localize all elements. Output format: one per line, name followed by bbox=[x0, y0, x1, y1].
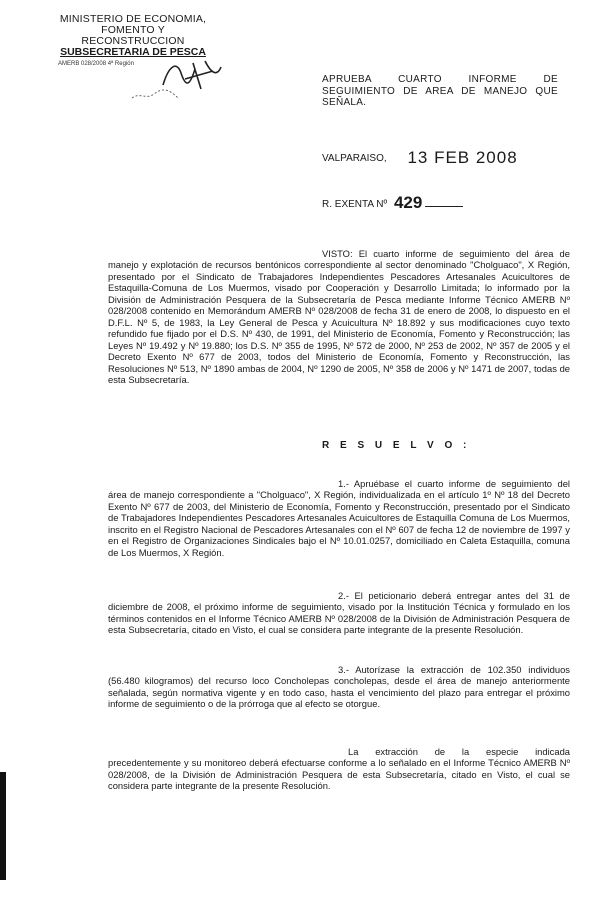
article-2-text: diciembre de 2008, el próximo informe de seguimiento, visado por la Institución Técnica y formulado en los términos contenidos en el Informe Técnico AMERB Nº 028/2008 de la División de Administración Pesquera de esta Subsecretaría, citado en Visto, el cual se considera parte integrante de la presente Resolución. bbox=[108, 601, 570, 636]
article-3-prefix: 3.- Autorízase la extracción de 102.350 bbox=[338, 664, 522, 675]
article-4-text: precedentemente y su monitoreo deberá efectuarse conforme a lo señalado en el Informe Técnico AMERB Nº 028/2008, de la División de Administración Pesquera de esta Subsecretaría, citado en Visto, el cual se considera parte integrante de la presente Resolución. bbox=[108, 757, 570, 792]
article-1 bbox=[108, 478, 570, 558]
visto-text: El cuarto informe de seguimiento del área de manejo y explotación de recursos bentónicos correspondiente al sector denominado "Cholguaco", X Región, presentado por el Sindicato de Trabajadores Independientes Pescadores Artesanales Acuicultores de Estaquilla-Comuna de Los Muermos, visado por Cooperación y Desarrollo Limitada; lo informado por la División de Administración Pesquera de la Subsecretaría de Pesca mediante Informe Técnico AMERB Nº 028/2008 contenido en Memorándum AMERB Nº 028/2008 de fecha 31 de enero de 2008, lo dispuesto en el D.F.L. Nº 5, de 1983, la Ley General de Pesca y Acuicultura Nº 18.892 y sus modificaciones cuyo texto refundido fue fijado por el D.S. Nº 430, de 1991, del Ministerio de Economía, Fomento y Reconstrucción; las Leyes Nº 19.492 y Nº 19.880; los D.S. Nº 355 de 1995, Nº 572 de 2000, Nº 253 de 2002, Nº 357 de 2005 y el Decreto Exento Nº 677 de 2003, todos del Ministerio de Economía, Fomento y Reconstrucción, las Resoluciones Nº 513, Nº 1890 ambas de 2004, Nº 1290 de 2005, Nº 358 de 2006 y Nº 1471 de 2007, todas de esta Subsecretaría. bbox=[108, 248, 570, 385]
article-1-text: del área de manejo correspondiente a "Cholguaco", X Región, individualizada en el artículo 1º Nº 18 del Decreto Exento Nº 677 de 2003, del Ministerio de Economía, Fomento y Reconstrucción, presentado por el Sindicato de Trabajadores Independientes Pescadores Artesanales Acuicultores de Estaquilla Comuna de Los Muermos, inscrito en el Registro Nacional de Pescadores Artesanales con el Nº 607 de fecha 12 de noviembre de 1997 y en el Registro de Organizaciones Sindicales bajo el Nº 10.01.0257, domiciliado en Caleta Estaquilla, comuna de Los Muermos, X Región. bbox=[108, 478, 570, 558]
article-2 bbox=[108, 590, 570, 636]
date-line bbox=[322, 146, 518, 166]
resolution-number: 429 bbox=[393, 193, 423, 212]
resolution-subject: APRUEBA CUARTO INFORME DE SEGUIMIENTO DE AREA DE MANEJO QUE SEÑALA. bbox=[322, 74, 558, 108]
visto-prefix: VISTO: bbox=[322, 248, 353, 259]
article-4 bbox=[108, 746, 570, 792]
article-3-text: individuos (56.480 kilogramos) del recurso loco Concholepas concholepas, desde el área de manejo anteriormente señalada, según normativa vigente y en todo caso, hasta el vencimiento del plazo para entregar el próximo informe de seguimiento o de la prórroga que al efecto se otorgue. bbox=[108, 664, 570, 710]
article-3 bbox=[108, 664, 570, 710]
ministry-line-1: MINISTERIO DE ECONOMIA, bbox=[59, 13, 207, 25]
city-label: VALPARAISO, bbox=[322, 153, 387, 164]
subsecretaria-line: SUBSECRETARIA DE PESCA bbox=[60, 46, 206, 58]
handwritten-mark bbox=[128, 78, 188, 106]
article-4-prefix: La extracción de la especie indicada bbox=[348, 746, 570, 757]
article-1-prefix: 1.- Apruébase el cuarto informe de seguimiento bbox=[338, 478, 553, 489]
exenta-label: R. EXENTA Nº bbox=[322, 199, 388, 210]
letterhead-reference: AMERB 028/2008 4ª Región bbox=[58, 61, 134, 67]
resolution-number-line bbox=[322, 192, 463, 212]
number-underline bbox=[425, 206, 463, 207]
resuelvo-heading: R E S U E L V O : bbox=[322, 440, 471, 451]
scan-edge-mark bbox=[0, 772, 6, 880]
article-2-prefix: 2.- El peticionario deberá entregar antes del 31 de bbox=[338, 590, 570, 601]
stamped-date: 13 FEB 2008 bbox=[407, 148, 518, 167]
ministry-line-2: FOMENTO Y RECONSTRUCCION bbox=[81, 24, 185, 47]
visto-paragraph bbox=[108, 248, 570, 385]
